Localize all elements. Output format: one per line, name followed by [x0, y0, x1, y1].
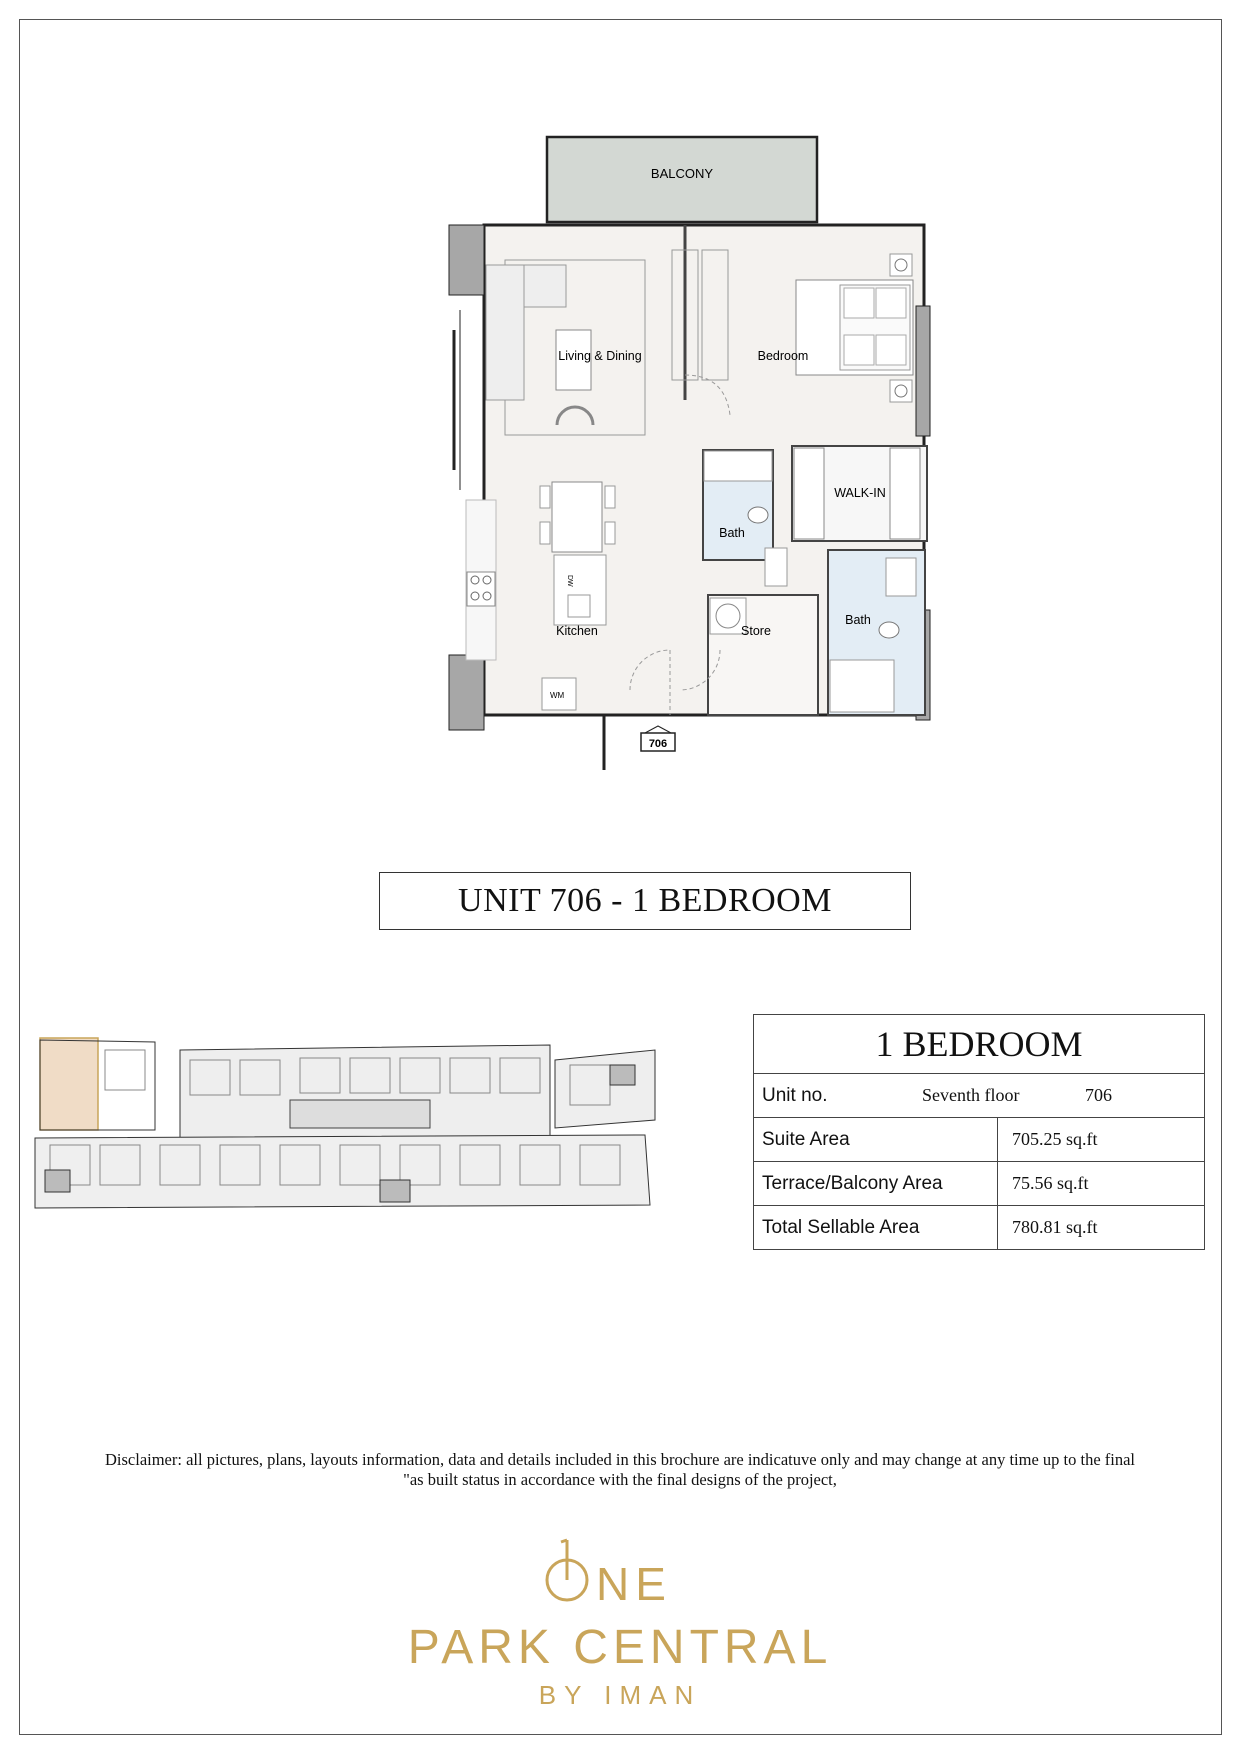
brand-logo	[0, 1530, 1241, 1710]
bath-1-label: Bath	[719, 526, 745, 540]
unit-title: UNIT 706 - 1 BEDROOM	[379, 872, 911, 930]
balcony-label: BALCONY	[650, 166, 714, 181]
store-label: Store	[741, 624, 771, 638]
logo-line-2: PARK CENTRAL	[407, 1621, 833, 1674]
bedroom-label: Bedroom	[757, 349, 809, 363]
highlighted-unit	[40, 1038, 98, 1130]
disclaimer	[70, 1450, 1170, 1490]
bath-2-label: Bath	[845, 613, 871, 627]
unit-floor-plan	[440, 130, 940, 780]
logo-line-3: BY IMAN	[538, 1680, 702, 1710]
disclaimer-line-1: Disclaimer: all pictures, plans, layouts information, data and details included in this brochure are indicatuve only and may change at any time up to the final	[104, 1450, 1136, 1469]
disclaimer-line-2: "as built status in accordance with the final designs of the project,	[403, 1470, 837, 1489]
unit-no-value: 706	[1085, 1085, 1112, 1105]
unit-no-label: Unit no.	[762, 1084, 828, 1106]
kitchen-label: Kitchen	[556, 624, 598, 638]
table-row	[754, 1206, 1205, 1250]
unit-spec-table	[753, 1014, 1205, 1250]
logo-line-1: NE	[596, 1558, 672, 1610]
suite-area-value: 705.25 sq.ft	[998, 1118, 1205, 1162]
floor-value: Seventh floor	[922, 1085, 1020, 1105]
table-row	[754, 1118, 1205, 1162]
spec-heading: 1 BEDROOM	[754, 1015, 1205, 1074]
unit-tag-label: 706	[648, 738, 668, 750]
total-area-label: Total Sellable Area	[754, 1206, 998, 1250]
wm-label: WM	[550, 691, 565, 700]
balcony-area-value: 75.56 sq.ft	[998, 1162, 1205, 1206]
total-area-value: 780.81 sq.ft	[998, 1206, 1205, 1250]
balcony-area-label: Terrace/Balcony Area	[754, 1162, 998, 1206]
dw-label: DW	[566, 575, 573, 587]
building-key-plan	[30, 1030, 740, 1230]
walk-in-label: WALK-IN	[834, 486, 886, 500]
suite-area-label: Suite Area	[754, 1118, 998, 1162]
unit-number-row	[754, 1074, 1205, 1118]
living-dining-label: Living & Dining	[558, 349, 642, 363]
table-row	[754, 1162, 1205, 1206]
